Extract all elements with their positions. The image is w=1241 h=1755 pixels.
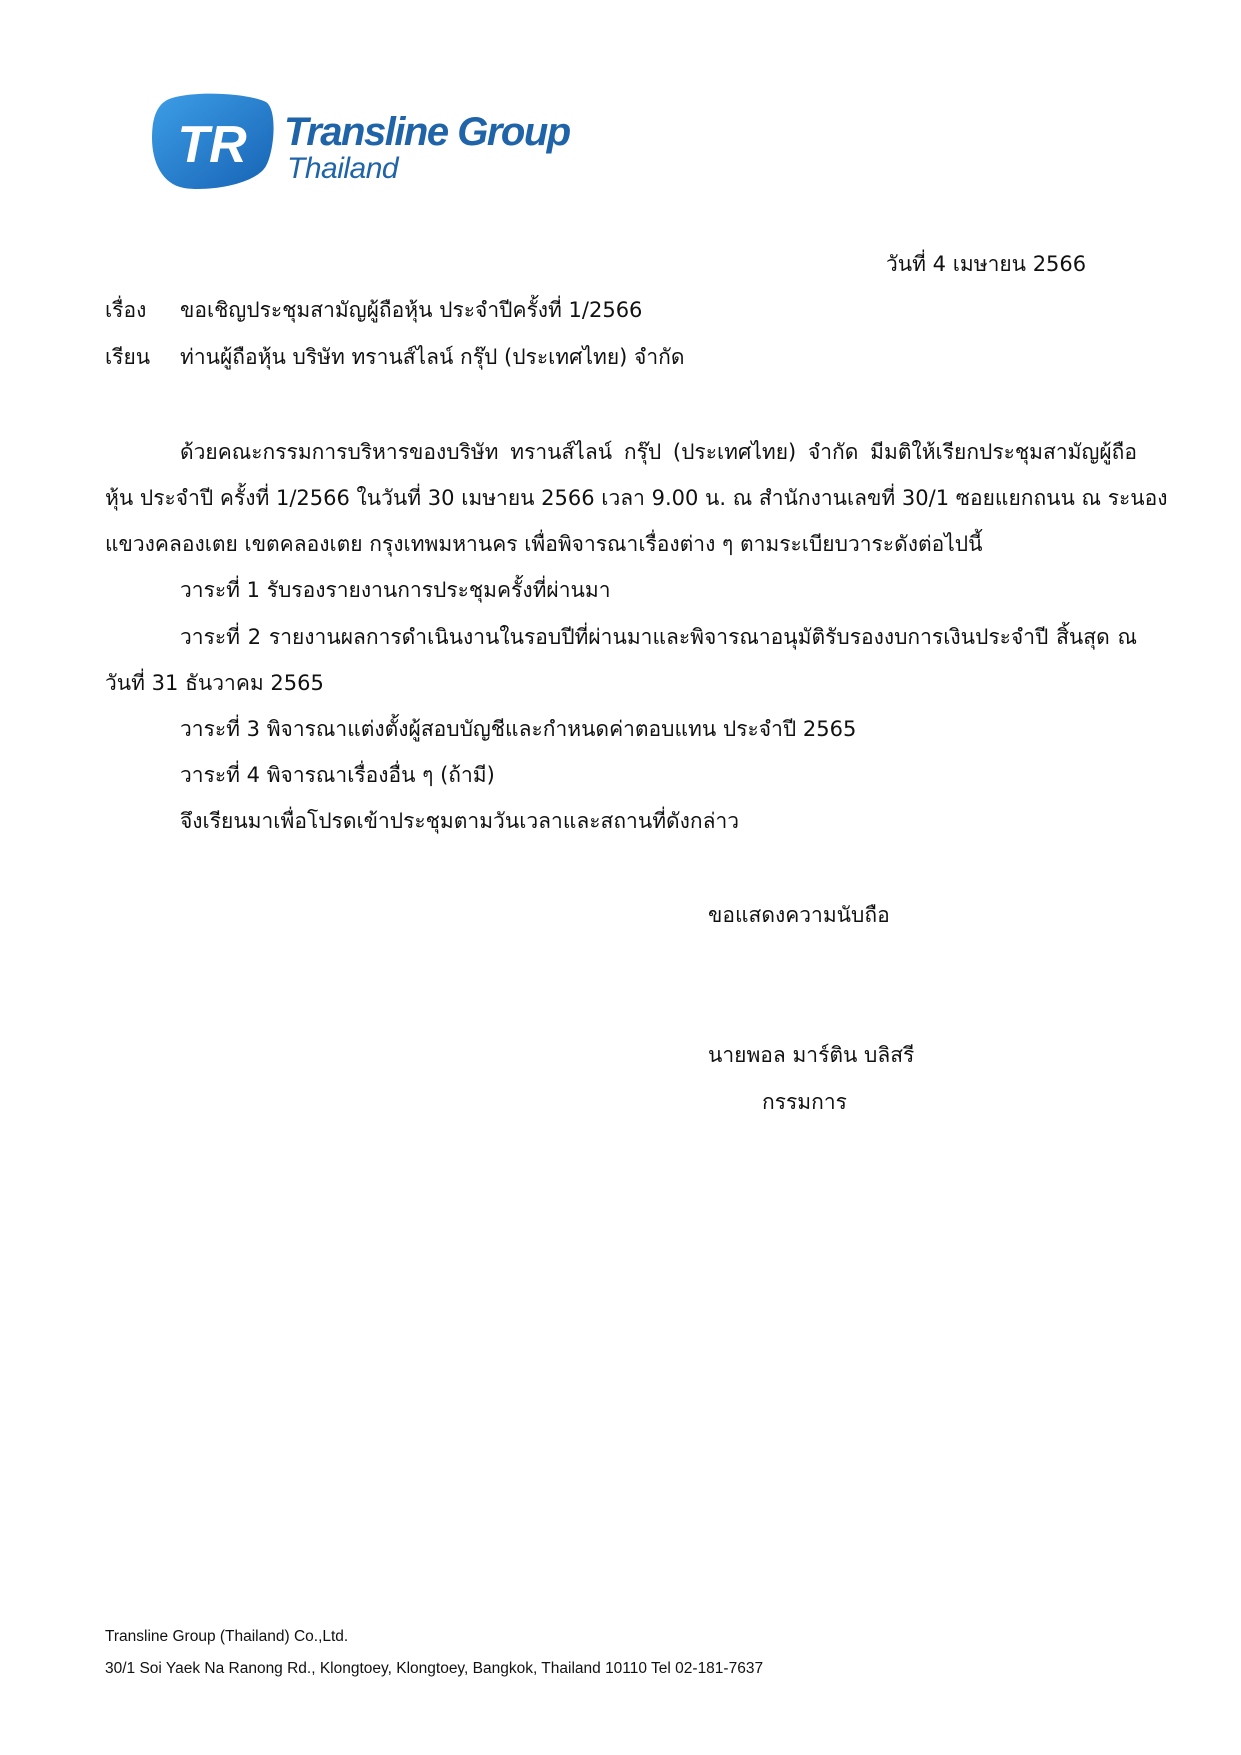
agenda-item-2-line-1: วาระที่ 2 รายงานผลการดำเนินงานในรอบปีที่ผ่านมาและพิจารณาอนุมัติรับรองงบการเงินประจำปี สิ้นสุด ณ [180,625,1137,649]
letter-date: วันที่ 4 เมษายน 2566 [886,252,1087,276]
footer-company: Transline Group (Thailand) Co.,Ltd. [105,1628,349,1645]
logo-name-line2: Thailand [287,152,399,185]
agenda-item-3: วาระที่ 3 พิจารณาแต่งตั้งผู้สอบบัญชีและกำหนดค่าตอบแทน ประจำปี 2565 [180,717,857,741]
to-label: เรียน [105,345,151,369]
logo-mark-icon [150,92,276,192]
closing-sentence: จึงเรียนมาเพื่อโปรดเข้าประชุมตามวันเวลาและสถานที่ดังกล่าว [180,809,740,833]
agenda-item-4: วาระที่ 4 พิจารณาเรื่องอื่น ๆ (ถ้ามี) [180,763,495,787]
agenda-item-1: วาระที่ 1 รับรองรายงานการประชุมครั้งที่ผ่านมา [180,578,611,602]
logo-name-line1: Transline Group [284,110,570,154]
signer-title: กรรมการ [762,1090,847,1114]
subject-label: เรื่อง [105,298,147,322]
agenda-item-2-line-2: วันที่ 31 ธันวาคม 2565 [105,671,324,695]
company-logo [150,92,570,200]
body-paragraph-line-1: ด้วยคณะกรรมการบริหารของบริษัท ทรานส์ไลน์ กรุ๊ป (ประเทศไทย) จำกัด มีมติให้เรียกประชุมสามัญผู้ถือ [180,440,1137,464]
logo-mark-text: TR [177,116,247,174]
body-paragraph-line-2: หุ้น ประจำปี ครั้งที่ 1/2566 ในวันที่ 30 เมษายน 2566 เวลา 9.00 น. ณ สำนักงานเลขที่ 30/1 ซอยแยกถนน ณ ระนอง [105,486,1168,510]
signer-name: นายพอล มาร์ติน บลิสรี [708,1043,915,1067]
to-text: ท่านผู้ถือหุ้น บริษัท ทรานส์ไลน์ กรุ๊ป (ประเทศไทย) จำกัด [180,345,685,369]
footer-address: 30/1 Soi Yaek Na Ranong Rd., Klongtoey, Klongtoey, Bangkok, Thailand 10110 Tel 02-181-7637 [105,1660,764,1677]
subject-text: ขอเชิญประชุมสามัญผู้ถือหุ้น ประจำปีครั้งที่ 1/2566 [180,298,643,322]
closing-salutation: ขอแสดงความนับถือ [708,903,890,927]
body-paragraph-line-3: แขวงคลองเตย เขตคลองเตย กรุงเทพมหานคร เพื่อพิจารณาเรื่องต่าง ๆ ตามระเบียบวาระดังต่อไปนี้ [105,532,983,556]
